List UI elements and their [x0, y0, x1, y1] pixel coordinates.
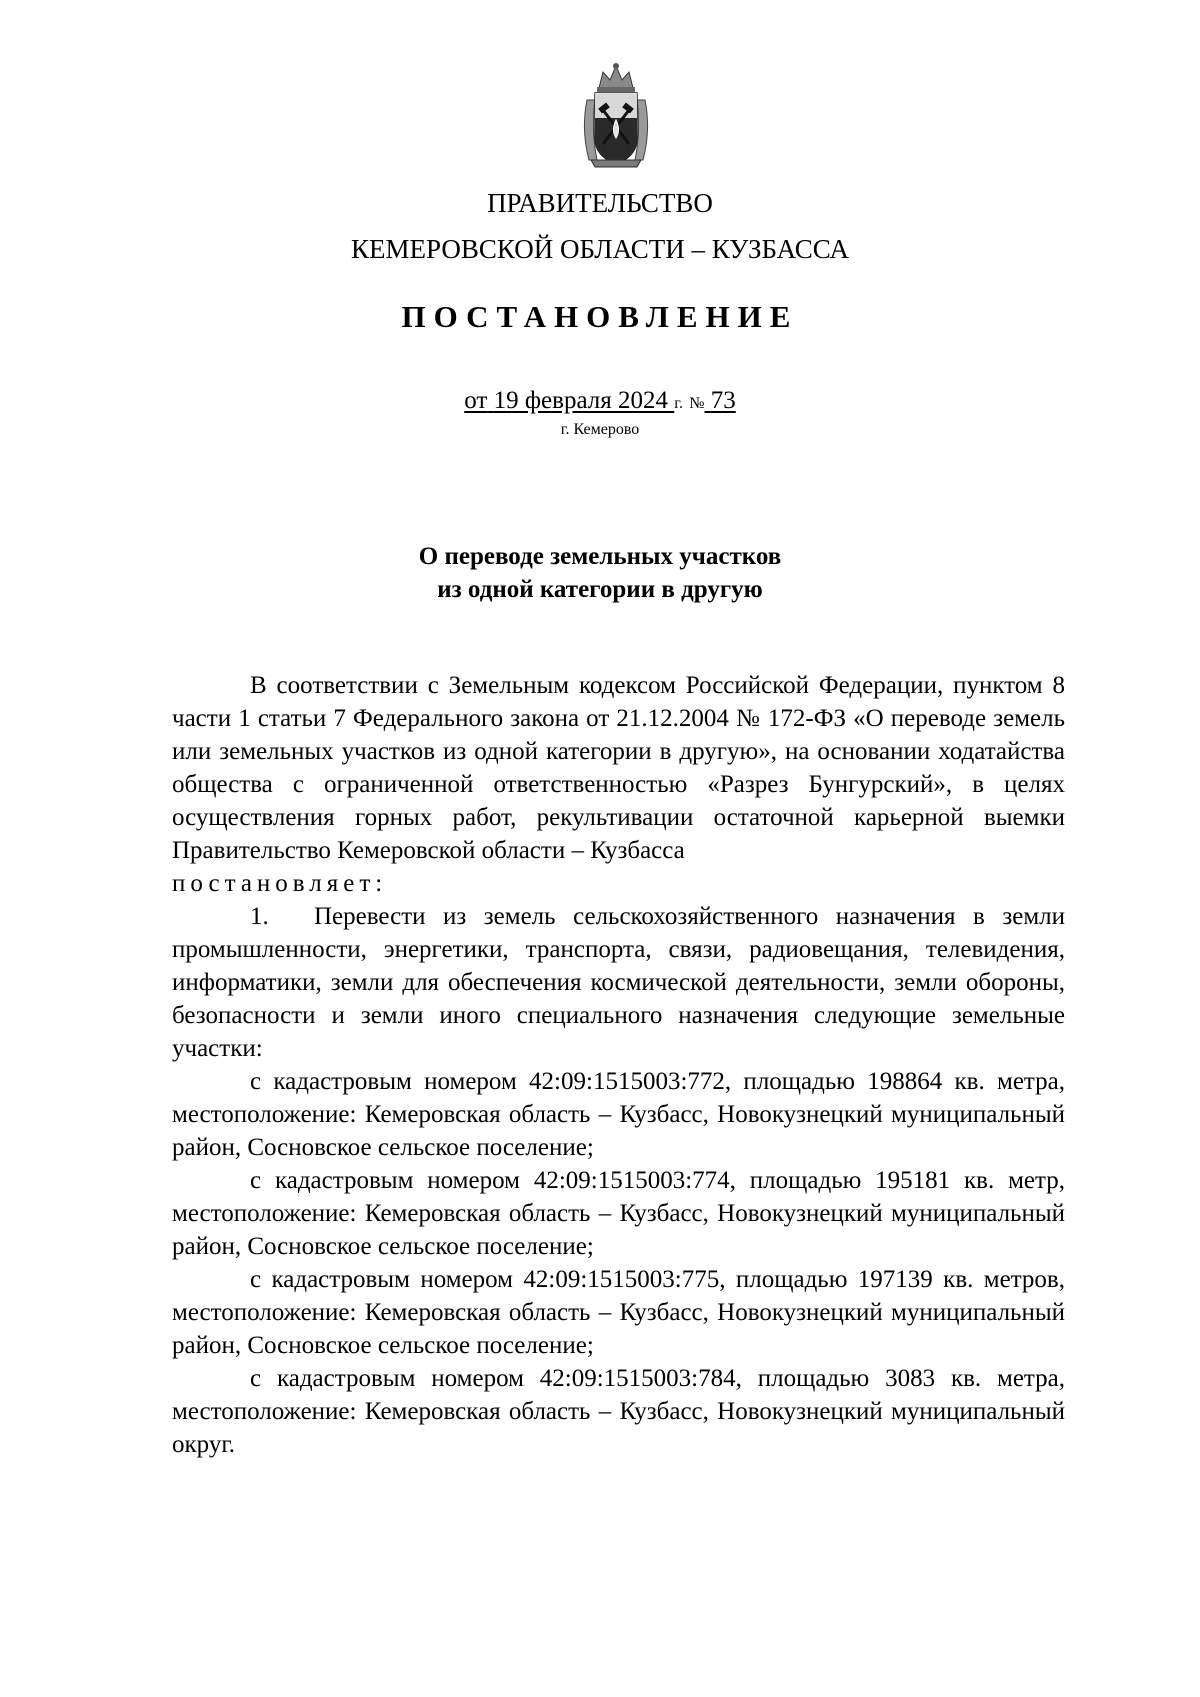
parcel-775: с кадастровым номером 42:09:1515003:775, площадью 197139 кв. метров, местоположение: Кемеровская область – Кузбасс, Новокузнецкий муниципальный район, Сосновское сельское поселение; — [172, 1266, 1065, 1359]
item-1-number: 1. — [250, 903, 269, 930]
government-name-line2: КЕМЕРОВСКОЙ ОБЛАСТИ – КУЗБАССА — [351, 234, 849, 264]
city-of-issue: г. Кемерово — [560, 421, 640, 438]
decree-subject — [0, 540, 1200, 606]
parcel-784: с кадастровым номером 42:09:1515003:784, площадью 3083 кв. метра, местоположение: Кемеровская область – Кузбасс, Новокузнецкий муниципальный округ. — [172, 1365, 1065, 1458]
parcel-772: с кадастровым номером 42:09:1515003:772, площадью 198864 кв. метра, местоположение: Кемеровская область – Кузбасс, Новокузнецкий муниципальный район, Сосновское сельское поселение; — [172, 1068, 1065, 1161]
decrees-word: постановляет: — [172, 870, 388, 897]
item-1-text: Перевести из земель сельскохозяйственного назначения в земли промышленности, энергетики, транспорта, связи, радиовещания, телевидения, информатики, земли для обеспечения космической деятельности, земли обороны, безопасности и земли иного специального назначения следующие земельные участки: — [172, 903, 1065, 1062]
preamble-paragraph: В соответствии с Земельным кодексом Российской Федерации, пунктом 8 части 1 статьи 7 Федерального закона от 21.12.2004 № 172-ФЗ «О переводе земель или земельных участков из одной категории в другую», на основании ходатайства общества с ограниченной ответственностью «Разрез Бунгурский», в целях осуществления горных работ, рекультивации остаточной карьерной выемки Правительство Кемеровской области – Кузбасса — [172, 672, 1065, 864]
government-name-line1: ПРАВИТЕЛЬСТВО — [487, 188, 713, 218]
decree-number: 73 — [710, 387, 736, 414]
parcel-774: с кадастровым номером 42:09:1515003:774, площадью 195181 кв. метр, местоположение: Кемеровская область – Кузбасс, Новокузнецкий муниципальный район, Сосновское сельское поселение; — [172, 1167, 1065, 1260]
decree-date: 19 февраля 2024 — [493, 387, 668, 414]
document-type-title: ПОСТАНОВЛЕНИЕ — [401, 299, 799, 334]
number-sign: № — [689, 395, 705, 412]
decree-body — [172, 669, 1065, 1461]
item-1-paragraph — [172, 900, 1065, 1065]
subject-line2: из одной категории в другую — [437, 576, 763, 603]
decree-date-number — [0, 387, 1200, 415]
date-prefix: от — [464, 387, 488, 414]
year-suffix: г. — [674, 395, 683, 412]
subject-line1: О переводе земельных участков — [418, 543, 782, 570]
kuzbass-coat-of-arms-icon — [577, 60, 655, 170]
